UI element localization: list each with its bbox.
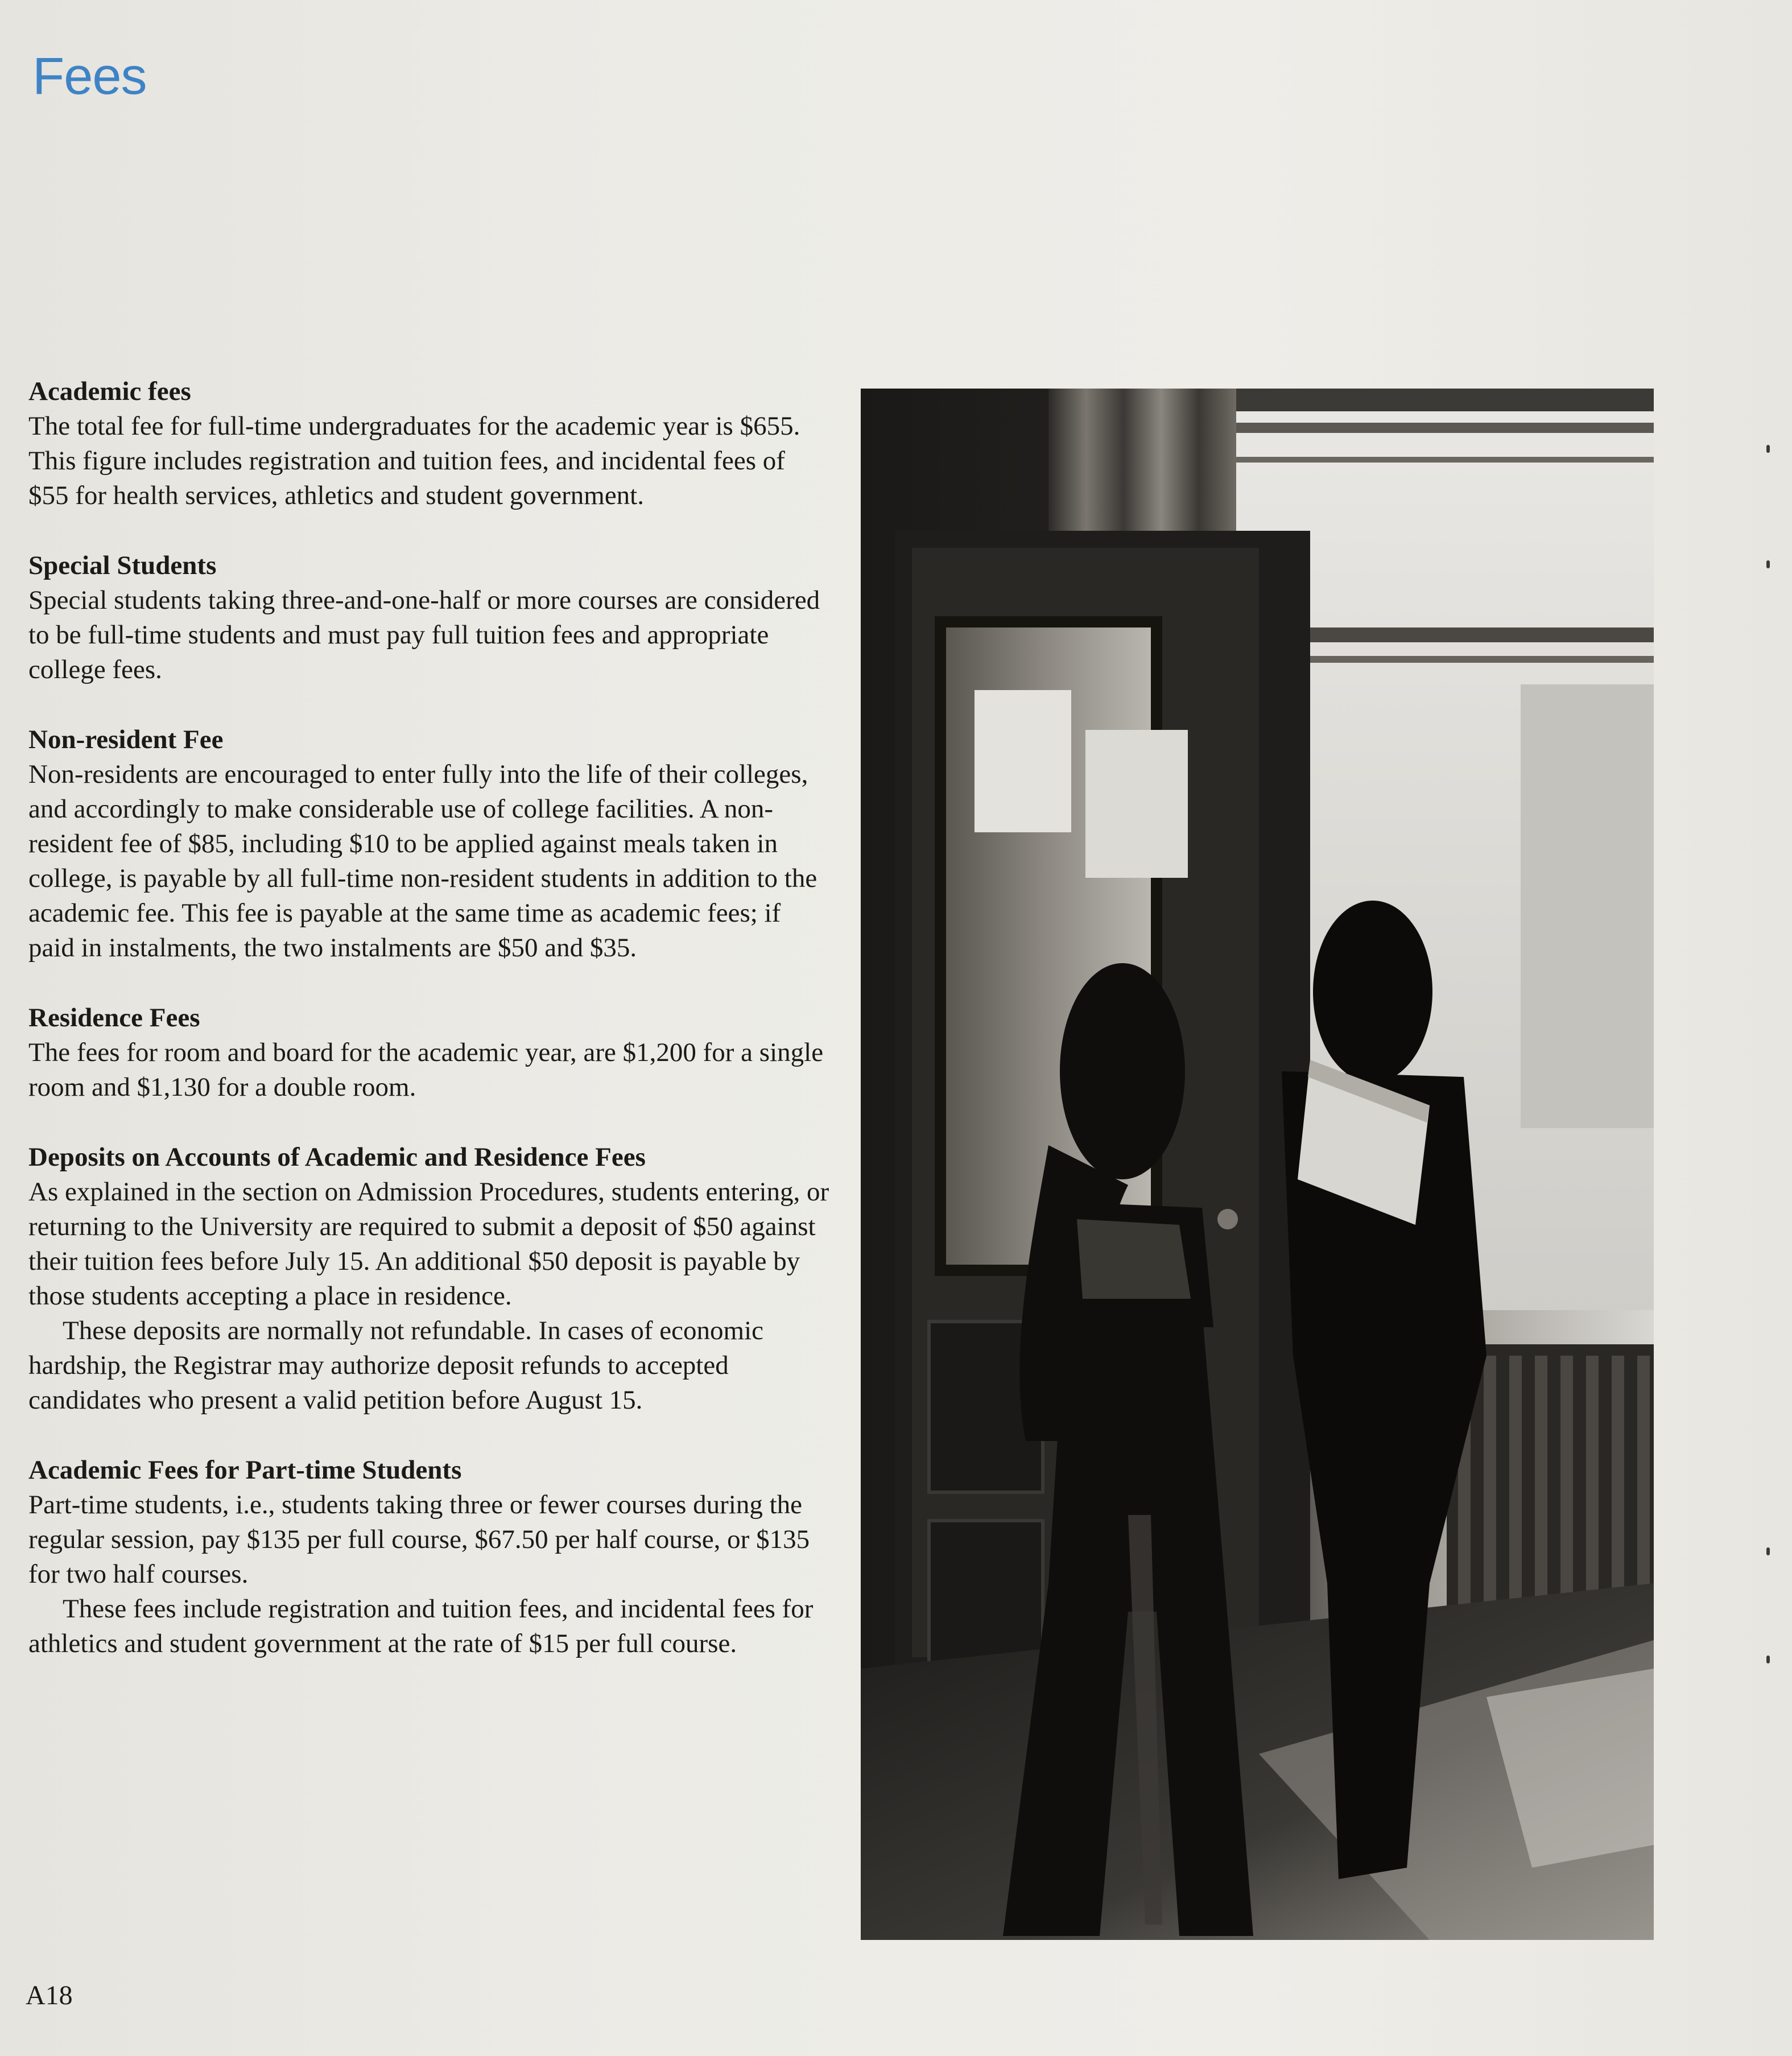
section-paragraph: These deposits are normally not refundable. In cases of economic hardship, the Registrar may authorize deposit refunds to accepted candidates who present a valid petition before August 15.	[28, 1316, 764, 1415]
section-academic-fees	[28, 374, 831, 513]
section-deposits	[28, 1140, 831, 1418]
fees-text-column	[28, 374, 831, 1696]
section-special-students	[28, 548, 831, 687]
scan-edge-mark	[1766, 1655, 1770, 1663]
scan-edge-mark	[1766, 1547, 1770, 1555]
section-paragraph: The total fee for full-time undergraduates for the academic year is $655. This figure includes registration and tuition fees, and incidental fees of $55 for health services, athletics and student government.	[28, 411, 800, 510]
page-number: A18	[26, 1980, 73, 2010]
section-paragraph: These fees include registration and tuition fees, and incidental fees for athletics and student government at the rate of $15 per full course.	[28, 1594, 814, 1658]
page-title: Fees	[32, 47, 147, 105]
section-part-time-fees	[28, 1453, 831, 1661]
section-paragraph: The fees for room and board for the academic year, are $1,200 for a single room and $1,130 for a double room.	[28, 1038, 824, 1102]
section-non-resident-fee	[28, 723, 831, 965]
section-paragraph: Non-residents are encouraged to enter fully into the life of their colleges, and accordingly to make considerable use of college facilities. A non-resident fee of $85, including $10 to be applied against meals taken in college, is payable by all full-time non-resident students in addition to the academic fee. This fee is payable at the same time as academic fees; if paid in instalments, the two instalments are $50 and $35.	[28, 759, 817, 963]
section-residence-fees	[28, 1001, 831, 1105]
section-heading: Special Students	[28, 551, 217, 580]
scan-edge-mark	[1766, 560, 1770, 568]
section-paragraph: Special students taking three-and-one-half or more courses are considered to be full-time students and must pay full tuition fees and appropriate college fees.	[28, 585, 820, 684]
section-heading: Academic fees	[28, 377, 191, 406]
section-heading: Deposits on Accounts of Academic and Residence Fees	[28, 1142, 646, 1172]
section-heading: Academic Fees for Part-time Students	[28, 1455, 462, 1485]
scan-edge-mark	[1766, 445, 1770, 453]
section-paragraph: As explained in the section on Admission Procedures, students entering, or returning to the University are required to submit a deposit of $50 against their tuition fees before July 15. An additional $50 deposit is payable by those students accepting a place in residence.	[28, 1177, 829, 1311]
section-heading: Residence Fees	[28, 1003, 200, 1033]
section-paragraph: Part-time students, i.e., students taking three or fewer courses during the regular session, pay $135 per full course, $67.50 per half course, or $135 for two half courses.	[28, 1490, 810, 1589]
photograph-two-students-at-doorway	[861, 389, 1654, 1940]
section-heading: Non-resident Fee	[28, 725, 224, 754]
